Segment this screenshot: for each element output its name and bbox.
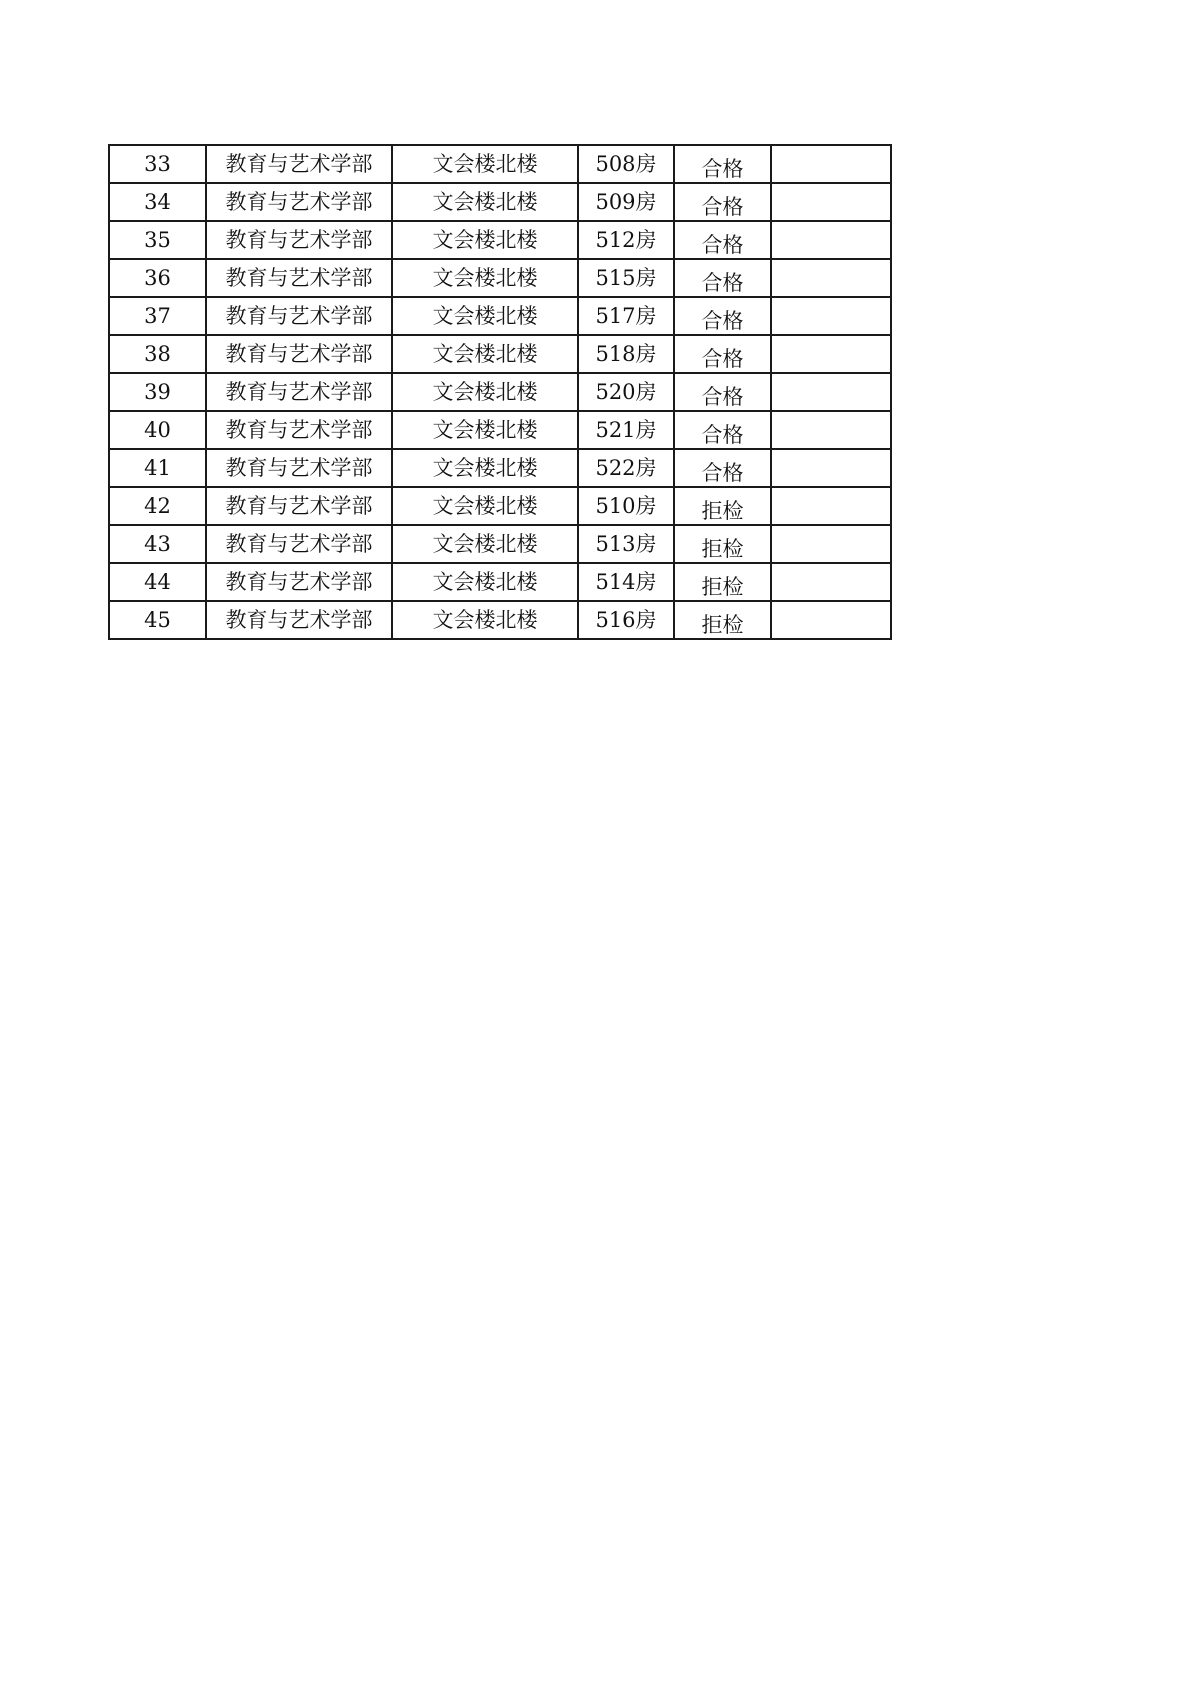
cell-number: 36 [109, 259, 206, 297]
cell-building: 文会楼北楼 [392, 373, 578, 411]
table-row [109, 259, 891, 297]
result-text: 合格 [701, 385, 744, 409]
cell-remark [771, 525, 891, 563]
cell-room: 516房 [578, 601, 674, 639]
table-row [109, 183, 891, 221]
cell-department: 教育与艺术学部 [206, 335, 392, 373]
cell-result [674, 525, 771, 563]
cell-remark [771, 259, 891, 297]
table-row [109, 335, 891, 373]
result-text: 合格 [701, 195, 744, 219]
table-row [109, 373, 891, 411]
cell-building: 文会楼北楼 [392, 487, 578, 525]
cell-room: 522房 [578, 449, 674, 487]
cell-result [674, 221, 771, 259]
cell-room: 518房 [578, 335, 674, 373]
cell-department: 教育与艺术学部 [206, 373, 392, 411]
cell-room: 509房 [578, 183, 674, 221]
cell-remark [771, 183, 891, 221]
cell-number: 39 [109, 373, 206, 411]
table-row [109, 525, 891, 563]
cell-department: 教育与艺术学部 [206, 563, 392, 601]
cell-room: 521房 [578, 411, 674, 449]
cell-room: 512房 [578, 221, 674, 259]
result-text: 拒检 [701, 575, 744, 599]
table-row [109, 297, 891, 335]
cell-department: 教育与艺术学部 [206, 145, 392, 183]
cell-department: 教育与艺术学部 [206, 411, 392, 449]
cell-remark [771, 411, 891, 449]
result-text: 拒检 [701, 499, 744, 523]
result-text: 合格 [701, 271, 744, 295]
cell-building: 文会楼北楼 [392, 297, 578, 335]
cell-building: 文会楼北楼 [392, 601, 578, 639]
result-text: 合格 [701, 461, 744, 485]
table-row [109, 145, 891, 183]
cell-building: 文会楼北楼 [392, 221, 578, 259]
cell-result [674, 183, 771, 221]
cell-result [674, 335, 771, 373]
cell-remark [771, 601, 891, 639]
cell-building: 文会楼北楼 [392, 259, 578, 297]
cell-remark [771, 487, 891, 525]
cell-result [674, 487, 771, 525]
cell-result [674, 563, 771, 601]
cell-room: 510房 [578, 487, 674, 525]
cell-number: 41 [109, 449, 206, 487]
cell-building: 文会楼北楼 [392, 411, 578, 449]
cell-building: 文会楼北楼 [392, 525, 578, 563]
result-text: 合格 [701, 423, 744, 447]
cell-number: 44 [109, 563, 206, 601]
cell-result [674, 411, 771, 449]
cell-remark [771, 221, 891, 259]
table-body [109, 145, 891, 639]
cell-result [674, 259, 771, 297]
result-text: 合格 [701, 157, 744, 181]
cell-department: 教育与艺术学部 [206, 183, 392, 221]
cell-result [674, 373, 771, 411]
cell-room: 513房 [578, 525, 674, 563]
cell-result [674, 297, 771, 335]
cell-department: 教育与艺术学部 [206, 221, 392, 259]
cell-department: 教育与艺术学部 [206, 601, 392, 639]
result-text: 拒检 [701, 537, 744, 561]
cell-number: 40 [109, 411, 206, 449]
cell-room: 520房 [578, 373, 674, 411]
table-row [109, 563, 891, 601]
cell-number: 37 [109, 297, 206, 335]
cell-remark [771, 335, 891, 373]
table-row [109, 411, 891, 449]
cell-building: 文会楼北楼 [392, 145, 578, 183]
cell-number: 42 [109, 487, 206, 525]
result-text: 拒检 [701, 613, 744, 637]
cell-department: 教育与艺术学部 [206, 449, 392, 487]
cell-room: 515房 [578, 259, 674, 297]
cell-number: 35 [109, 221, 206, 259]
cell-result [674, 449, 771, 487]
cell-remark [771, 373, 891, 411]
cell-remark [771, 145, 891, 183]
table-row [109, 221, 891, 259]
cell-building: 文会楼北楼 [392, 449, 578, 487]
cell-department: 教育与艺术学部 [206, 259, 392, 297]
cell-department: 教育与艺术学部 [206, 487, 392, 525]
cell-department: 教育与艺术学部 [206, 525, 392, 563]
cell-result [674, 145, 771, 183]
result-text: 合格 [701, 347, 744, 371]
table-row [109, 487, 891, 525]
cell-number: 33 [109, 145, 206, 183]
table-row [109, 601, 891, 639]
result-text: 合格 [701, 233, 744, 257]
cell-room: 517房 [578, 297, 674, 335]
cell-room: 508房 [578, 145, 674, 183]
cell-building: 文会楼北楼 [392, 335, 578, 373]
cell-number: 43 [109, 525, 206, 563]
cell-remark [771, 563, 891, 601]
cell-department: 教育与艺术学部 [206, 297, 392, 335]
inspection-table [108, 144, 892, 640]
cell-building: 文会楼北楼 [392, 183, 578, 221]
cell-room: 514房 [578, 563, 674, 601]
cell-number: 38 [109, 335, 206, 373]
result-text: 合格 [701, 309, 744, 333]
cell-building: 文会楼北楼 [392, 563, 578, 601]
cell-result [674, 601, 771, 639]
cell-remark [771, 297, 891, 335]
cell-remark [771, 449, 891, 487]
cell-number: 45 [109, 601, 206, 639]
cell-number: 34 [109, 183, 206, 221]
table-row [109, 449, 891, 487]
